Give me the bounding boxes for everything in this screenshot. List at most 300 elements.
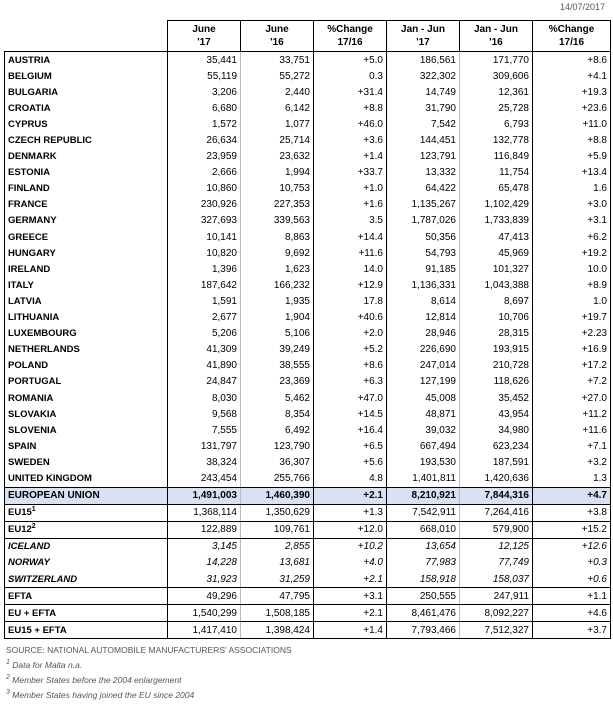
row-label: ICELAND — [5, 538, 168, 555]
country-row — [5, 438, 611, 454]
country-row — [5, 406, 611, 422]
cell-value: 193,530 — [387, 454, 460, 470]
cell-value: 25,714 — [241, 132, 314, 148]
cell-value: 116,849 — [460, 149, 533, 165]
cell-value: 6,680 — [168, 100, 241, 116]
cell-value: +8.6 — [314, 358, 387, 374]
cell-value: 9,692 — [241, 245, 314, 261]
cell-value: 39,032 — [387, 422, 460, 438]
cell-value: +3.0 — [533, 197, 611, 213]
row-label: FRANCE — [5, 197, 168, 213]
country-row — [5, 342, 611, 358]
cell-value: +6.2 — [533, 229, 611, 245]
cell-value: 8,092,227 — [460, 605, 533, 622]
cell-value: 3.5 — [314, 213, 387, 229]
cell-value: 31,790 — [387, 100, 460, 116]
cell-value: +13.4 — [533, 165, 611, 181]
cell-value: 171,770 — [460, 52, 533, 69]
cell-value: 77,749 — [460, 555, 533, 571]
cell-value: +5.2 — [314, 342, 387, 358]
row-label: EU + EFTA — [5, 605, 168, 622]
cell-value: 8,354 — [241, 406, 314, 422]
row-label: PORTUGAL — [5, 374, 168, 390]
cell-value: +2.1 — [314, 571, 387, 588]
row-label: DENMARK — [5, 149, 168, 165]
cell-value: +2.1 — [314, 605, 387, 622]
row-label: GERMANY — [5, 213, 168, 229]
cell-value: 2,440 — [241, 84, 314, 100]
cell-value: +11.6 — [314, 245, 387, 261]
cell-value: 1,417,410 — [168, 622, 241, 639]
row-label: SLOVAKIA — [5, 406, 168, 422]
row-label: $EU15^1$ — [5, 504, 168, 521]
footnote-2: $^2$ Member States before the 2004 enlargement — [6, 674, 182, 685]
cell-value: 14,749 — [387, 84, 460, 100]
cell-value: 14.0 — [314, 261, 387, 277]
table-body — [5, 52, 611, 639]
cell-value: +8.9 — [533, 277, 611, 293]
cell-value: 1,491,003 — [168, 487, 241, 504]
cell-value: +33.7 — [314, 165, 387, 181]
cell-value: 9,568 — [168, 406, 241, 422]
cell-value: +5.6 — [314, 454, 387, 470]
cell-value: 28,315 — [460, 326, 533, 342]
source-note: SOURCE: NATIONAL AUTOMOBILE MANUFACTURERS' ASSOCIATIONS — [6, 645, 292, 655]
cell-value: 1,398,424 — [241, 622, 314, 639]
cell-value: +5.9 — [533, 149, 611, 165]
cell-value: 122,889 — [168, 521, 241, 538]
header-ytd-16: Jan - Jun '16 — [460, 21, 533, 52]
cell-value: 1,135,267 — [387, 197, 460, 213]
cell-value: 1.0 — [533, 293, 611, 309]
cell-value: 54,793 — [387, 245, 460, 261]
cell-value: +4.0 — [314, 555, 387, 571]
cell-value: 1,540,299 — [168, 605, 241, 622]
cell-value: 10,753 — [241, 181, 314, 197]
row-label: AUSTRIA — [5, 52, 168, 69]
cell-value: 91,185 — [387, 261, 460, 277]
cell-value: +31.4 — [314, 84, 387, 100]
row-label: ITALY — [5, 277, 168, 293]
cell-value: 667,494 — [387, 438, 460, 454]
cell-value: 118,626 — [460, 374, 533, 390]
cell-value: +2.0 — [314, 326, 387, 342]
cell-value: 13,332 — [387, 165, 460, 181]
cell-value: +1.3 — [314, 504, 387, 521]
cell-value: +1.1 — [533, 588, 611, 605]
cell-value: 7,555 — [168, 422, 241, 438]
cell-value: 10,706 — [460, 310, 533, 326]
row-label: POLAND — [5, 358, 168, 374]
cell-value: +2.1 — [314, 487, 387, 504]
cell-value: 186,561 — [387, 52, 460, 69]
cell-value: 4.8 — [314, 470, 387, 487]
row-label: UNITED KINGDOM — [5, 470, 168, 487]
eu-efta-row — [5, 605, 611, 622]
eu12-row — [5, 521, 611, 538]
cell-value: 31,259 — [241, 571, 314, 588]
eu-total-row — [5, 487, 611, 504]
efta-country-row — [5, 555, 611, 571]
cell-value: 1,368,114 — [168, 504, 241, 521]
header-june-17: June '17 — [168, 21, 241, 52]
cell-value: +19.7 — [533, 310, 611, 326]
efta-country-row — [5, 538, 611, 555]
cell-value: +3.1 — [533, 213, 611, 229]
cell-value: +27.0 — [533, 390, 611, 406]
cell-value: 7,844,316 — [460, 487, 533, 504]
cell-value: 50,356 — [387, 229, 460, 245]
row-label: SWITZERLAND — [5, 571, 168, 588]
cell-value: 7,264,416 — [460, 504, 533, 521]
cell-value: +11.0 — [533, 116, 611, 132]
cell-value: 2,855 — [241, 538, 314, 555]
cell-value: 38,555 — [241, 358, 314, 374]
country-row — [5, 149, 611, 165]
cell-value: 35,441 — [168, 52, 241, 69]
cell-value: 127,199 — [387, 374, 460, 390]
country-row — [5, 358, 611, 374]
cell-value: 1,460,390 — [241, 487, 314, 504]
country-row — [5, 374, 611, 390]
row-label: EFTA — [5, 588, 168, 605]
cell-value: 1,733,839 — [460, 213, 533, 229]
row-label: NORWAY — [5, 555, 168, 571]
cell-value: 8,697 — [460, 293, 533, 309]
cell-value: 166,232 — [241, 277, 314, 293]
cell-value: +1.0 — [314, 181, 387, 197]
cell-value: +11.2 — [533, 406, 611, 422]
cell-value: 5,106 — [241, 326, 314, 342]
country-row — [5, 68, 611, 84]
cell-value: 5,462 — [241, 390, 314, 406]
cell-value: 7,542 — [387, 116, 460, 132]
cell-value: 250,555 — [387, 588, 460, 605]
cell-value: +1.6 — [314, 197, 387, 213]
country-row — [5, 197, 611, 213]
cell-value: 132,778 — [460, 132, 533, 148]
cell-value: +47.0 — [314, 390, 387, 406]
cell-value: 17.8 — [314, 293, 387, 309]
row-label: LUXEMBOURG — [5, 326, 168, 342]
cell-value: 6,492 — [241, 422, 314, 438]
row-label: EUROPEAN UNION — [5, 487, 168, 504]
cell-value: +8.6 — [533, 52, 611, 69]
cell-value: +19.3 — [533, 84, 611, 100]
country-row — [5, 165, 611, 181]
cell-value: 1,102,429 — [460, 197, 533, 213]
cell-value: 26,634 — [168, 132, 241, 148]
report-date: 14/07/2017 — [559, 2, 605, 12]
cell-value: 45,969 — [460, 245, 533, 261]
cell-value: 49,296 — [168, 588, 241, 605]
cell-value: 3,145 — [168, 538, 241, 555]
country-row — [5, 454, 611, 470]
cell-value: +23.6 — [533, 100, 611, 116]
cell-value: 158,918 — [387, 571, 460, 588]
country-row — [5, 181, 611, 197]
cell-value: +16.4 — [314, 422, 387, 438]
cell-value: 8,614 — [387, 293, 460, 309]
header-blank — [5, 21, 168, 52]
country-row — [5, 422, 611, 438]
cell-value: 0.3 — [314, 68, 387, 84]
cell-value: 158,037 — [460, 571, 533, 588]
row-label: ESTONIA — [5, 165, 168, 181]
cell-value: 45,008 — [387, 390, 460, 406]
cell-value: 41,309 — [168, 342, 241, 358]
country-row — [5, 310, 611, 326]
cell-value: +19.2 — [533, 245, 611, 261]
cell-value: 11,754 — [460, 165, 533, 181]
cell-value: 1,994 — [241, 165, 314, 181]
cell-value: +11.6 — [533, 422, 611, 438]
cell-value: 187,642 — [168, 277, 241, 293]
cell-value: 64,422 — [387, 181, 460, 197]
cell-value: 247,911 — [460, 588, 533, 605]
cell-value: 1,623 — [241, 261, 314, 277]
eu15-row — [5, 504, 611, 521]
efta-country-row — [5, 571, 611, 588]
cell-value: 14,228 — [168, 555, 241, 571]
cell-value: +12.0 — [314, 521, 387, 538]
country-row — [5, 326, 611, 342]
row-label: BELGIUM — [5, 68, 168, 84]
cell-value: +1.4 — [314, 622, 387, 639]
cell-value: 7,793,466 — [387, 622, 460, 639]
cell-value: 623,234 — [460, 438, 533, 454]
cell-value: +14.5 — [314, 406, 387, 422]
cell-value: 55,119 — [168, 68, 241, 84]
cell-value: 1,787,026 — [387, 213, 460, 229]
cell-value: +16.9 — [533, 342, 611, 358]
cell-value: +5.0 — [314, 52, 387, 69]
country-row — [5, 100, 611, 116]
cell-value: +6.3 — [314, 374, 387, 390]
cell-value: 33,751 — [241, 52, 314, 69]
cell-value: 36,307 — [241, 454, 314, 470]
cell-value: 23,632 — [241, 149, 314, 165]
cell-value: +15.2 — [533, 521, 611, 538]
country-row — [5, 390, 611, 406]
cell-value: 193,915 — [460, 342, 533, 358]
cell-value: 144,451 — [387, 132, 460, 148]
cell-value: 123,790 — [241, 438, 314, 454]
cell-value: 1,508,185 — [241, 605, 314, 622]
cell-value: 8,461,476 — [387, 605, 460, 622]
cell-value: 12,361 — [460, 84, 533, 100]
cell-value: 1,401,811 — [387, 470, 460, 487]
cell-value: 1,935 — [241, 293, 314, 309]
cell-value: 2,677 — [168, 310, 241, 326]
cell-value: 226,690 — [387, 342, 460, 358]
cell-value: +12.6 — [533, 538, 611, 555]
cell-value: 255,766 — [241, 470, 314, 487]
cell-value: +3.6 — [314, 132, 387, 148]
cell-value: 668,010 — [387, 521, 460, 538]
cell-value: 8,030 — [168, 390, 241, 406]
cell-value: 38,324 — [168, 454, 241, 470]
country-row — [5, 213, 611, 229]
cell-value: +40.6 — [314, 310, 387, 326]
cell-value: 1,591 — [168, 293, 241, 309]
cell-value: +8.8 — [533, 132, 611, 148]
cell-value: 8,210,921 — [387, 487, 460, 504]
cell-value: 210,728 — [460, 358, 533, 374]
cell-value: 10,860 — [168, 181, 241, 197]
cell-value: 322,302 — [387, 68, 460, 84]
cell-value: 12,125 — [460, 538, 533, 555]
registrations-table — [4, 20, 611, 639]
cell-value: 23,959 — [168, 149, 241, 165]
efta-total-row — [5, 588, 611, 605]
cell-value: 6,142 — [241, 100, 314, 116]
cell-value: 47,413 — [460, 229, 533, 245]
cell-value: 7,542,911 — [387, 504, 460, 521]
row-label: EU15 + EFTA — [5, 622, 168, 639]
cell-value: +4.1 — [533, 68, 611, 84]
cell-value: 31,923 — [168, 571, 241, 588]
cell-value: 2,666 — [168, 165, 241, 181]
cell-value: 41,890 — [168, 358, 241, 374]
footnote-1: $^1$ Data for Malta n.a. — [6, 659, 83, 670]
cell-value: 13,681 — [241, 555, 314, 571]
cell-value: +6.5 — [314, 438, 387, 454]
cell-value: 123,791 — [387, 149, 460, 165]
row-label: FINLAND — [5, 181, 168, 197]
cell-value: +12.9 — [314, 277, 387, 293]
row-label: LITHUANIA — [5, 310, 168, 326]
row-label: SPAIN — [5, 438, 168, 454]
header-change-month: %Change 17/16 — [314, 21, 387, 52]
row-label: GREECE — [5, 229, 168, 245]
cell-value: 23,369 — [241, 374, 314, 390]
header-june-16: June '16 — [241, 21, 314, 52]
cell-value: 1.6 — [533, 181, 611, 197]
cell-value: +10.2 — [314, 538, 387, 555]
cell-value: +7.2 — [533, 374, 611, 390]
cell-value: 25,728 — [460, 100, 533, 116]
cell-value: +14.4 — [314, 229, 387, 245]
cell-value: 1,396 — [168, 261, 241, 277]
footnotes — [6, 643, 292, 703]
row-label: IRELAND — [5, 261, 168, 277]
row-label: SLOVENIA — [5, 422, 168, 438]
cell-value: 10,141 — [168, 229, 241, 245]
cell-value: 55,272 — [241, 68, 314, 84]
cell-value: 339,563 — [241, 213, 314, 229]
country-row — [5, 261, 611, 277]
country-row — [5, 84, 611, 100]
country-row — [5, 277, 611, 293]
cell-value: 47,795 — [241, 588, 314, 605]
header-change-ytd: %Change 17/16 — [533, 21, 611, 52]
cell-value: 77,983 — [387, 555, 460, 571]
country-row — [5, 116, 611, 132]
cell-value: 131,797 — [168, 438, 241, 454]
cell-value: 13,654 — [387, 538, 460, 555]
cell-value: +3.2 — [533, 454, 611, 470]
country-row — [5, 132, 611, 148]
row-label: CZECH REPUBLIC — [5, 132, 168, 148]
cell-value: +7.1 — [533, 438, 611, 454]
cell-value: 35,452 — [460, 390, 533, 406]
country-row — [5, 52, 611, 69]
cell-value: 7,512,327 — [460, 622, 533, 639]
footnote-3: $^3$ Member States having joined the EU since 2004 — [6, 689, 195, 700]
header-ytd-17: Jan - Jun '17 — [387, 21, 460, 52]
cell-value: +3.1 — [314, 588, 387, 605]
cell-value: 1,904 — [241, 310, 314, 326]
cell-value: +8.8 — [314, 100, 387, 116]
row-label: LATVIA — [5, 293, 168, 309]
cell-value: +4.6 — [533, 605, 611, 622]
cell-value: 5,206 — [168, 326, 241, 342]
row-label: HUNGARY — [5, 245, 168, 261]
cell-value: 24,847 — [168, 374, 241, 390]
row-label: BULGARIA — [5, 84, 168, 100]
cell-value: 227,353 — [241, 197, 314, 213]
header-row — [5, 21, 611, 52]
country-row — [5, 470, 611, 487]
row-label: CROATIA — [5, 100, 168, 116]
cell-value: 109,761 — [241, 521, 314, 538]
cell-value: 10,820 — [168, 245, 241, 261]
cell-value: +3.7 — [533, 622, 611, 639]
row-label: $EU12^2$ — [5, 521, 168, 538]
cell-value: 6,793 — [460, 116, 533, 132]
row-label: SWEDEN — [5, 454, 168, 470]
row-label: CYPRUS — [5, 116, 168, 132]
row-label: ROMANIA — [5, 390, 168, 406]
cell-value: +4.7 — [533, 487, 611, 504]
cell-value: +3.8 — [533, 504, 611, 521]
cell-value: 1,136,331 — [387, 277, 460, 293]
cell-value: 247,014 — [387, 358, 460, 374]
cell-value: 579,900 — [460, 521, 533, 538]
cell-value: 39,249 — [241, 342, 314, 358]
cell-value: 3,206 — [168, 84, 241, 100]
cell-value: +46.0 — [314, 116, 387, 132]
cell-value: 43,954 — [460, 406, 533, 422]
eu15-efta-row — [5, 622, 611, 639]
cell-value: 8,863 — [241, 229, 314, 245]
cell-value: 309,606 — [460, 68, 533, 84]
row-label: NETHERLANDS — [5, 342, 168, 358]
country-row — [5, 229, 611, 245]
country-row — [5, 293, 611, 309]
cell-value: 48,871 — [387, 406, 460, 422]
cell-value: +0.3 — [533, 555, 611, 571]
cell-value: 65,478 — [460, 181, 533, 197]
cell-value: 10.0 — [533, 261, 611, 277]
cell-value: +0.6 — [533, 571, 611, 588]
cell-value: 28,946 — [387, 326, 460, 342]
cell-value: 187,591 — [460, 454, 533, 470]
cell-value: 1,043,388 — [460, 277, 533, 293]
cell-value: 101,327 — [460, 261, 533, 277]
cell-value: 34,980 — [460, 422, 533, 438]
cell-value: 1,420,636 — [460, 470, 533, 487]
cell-value: +2.23 — [533, 326, 611, 342]
cell-value: 230,926 — [168, 197, 241, 213]
cell-value: 1.3 — [533, 470, 611, 487]
cell-value: 1,572 — [168, 116, 241, 132]
cell-value: 243,454 — [168, 470, 241, 487]
cell-value: 12,814 — [387, 310, 460, 326]
country-row — [5, 245, 611, 261]
cell-value: 1,350,629 — [241, 504, 314, 521]
